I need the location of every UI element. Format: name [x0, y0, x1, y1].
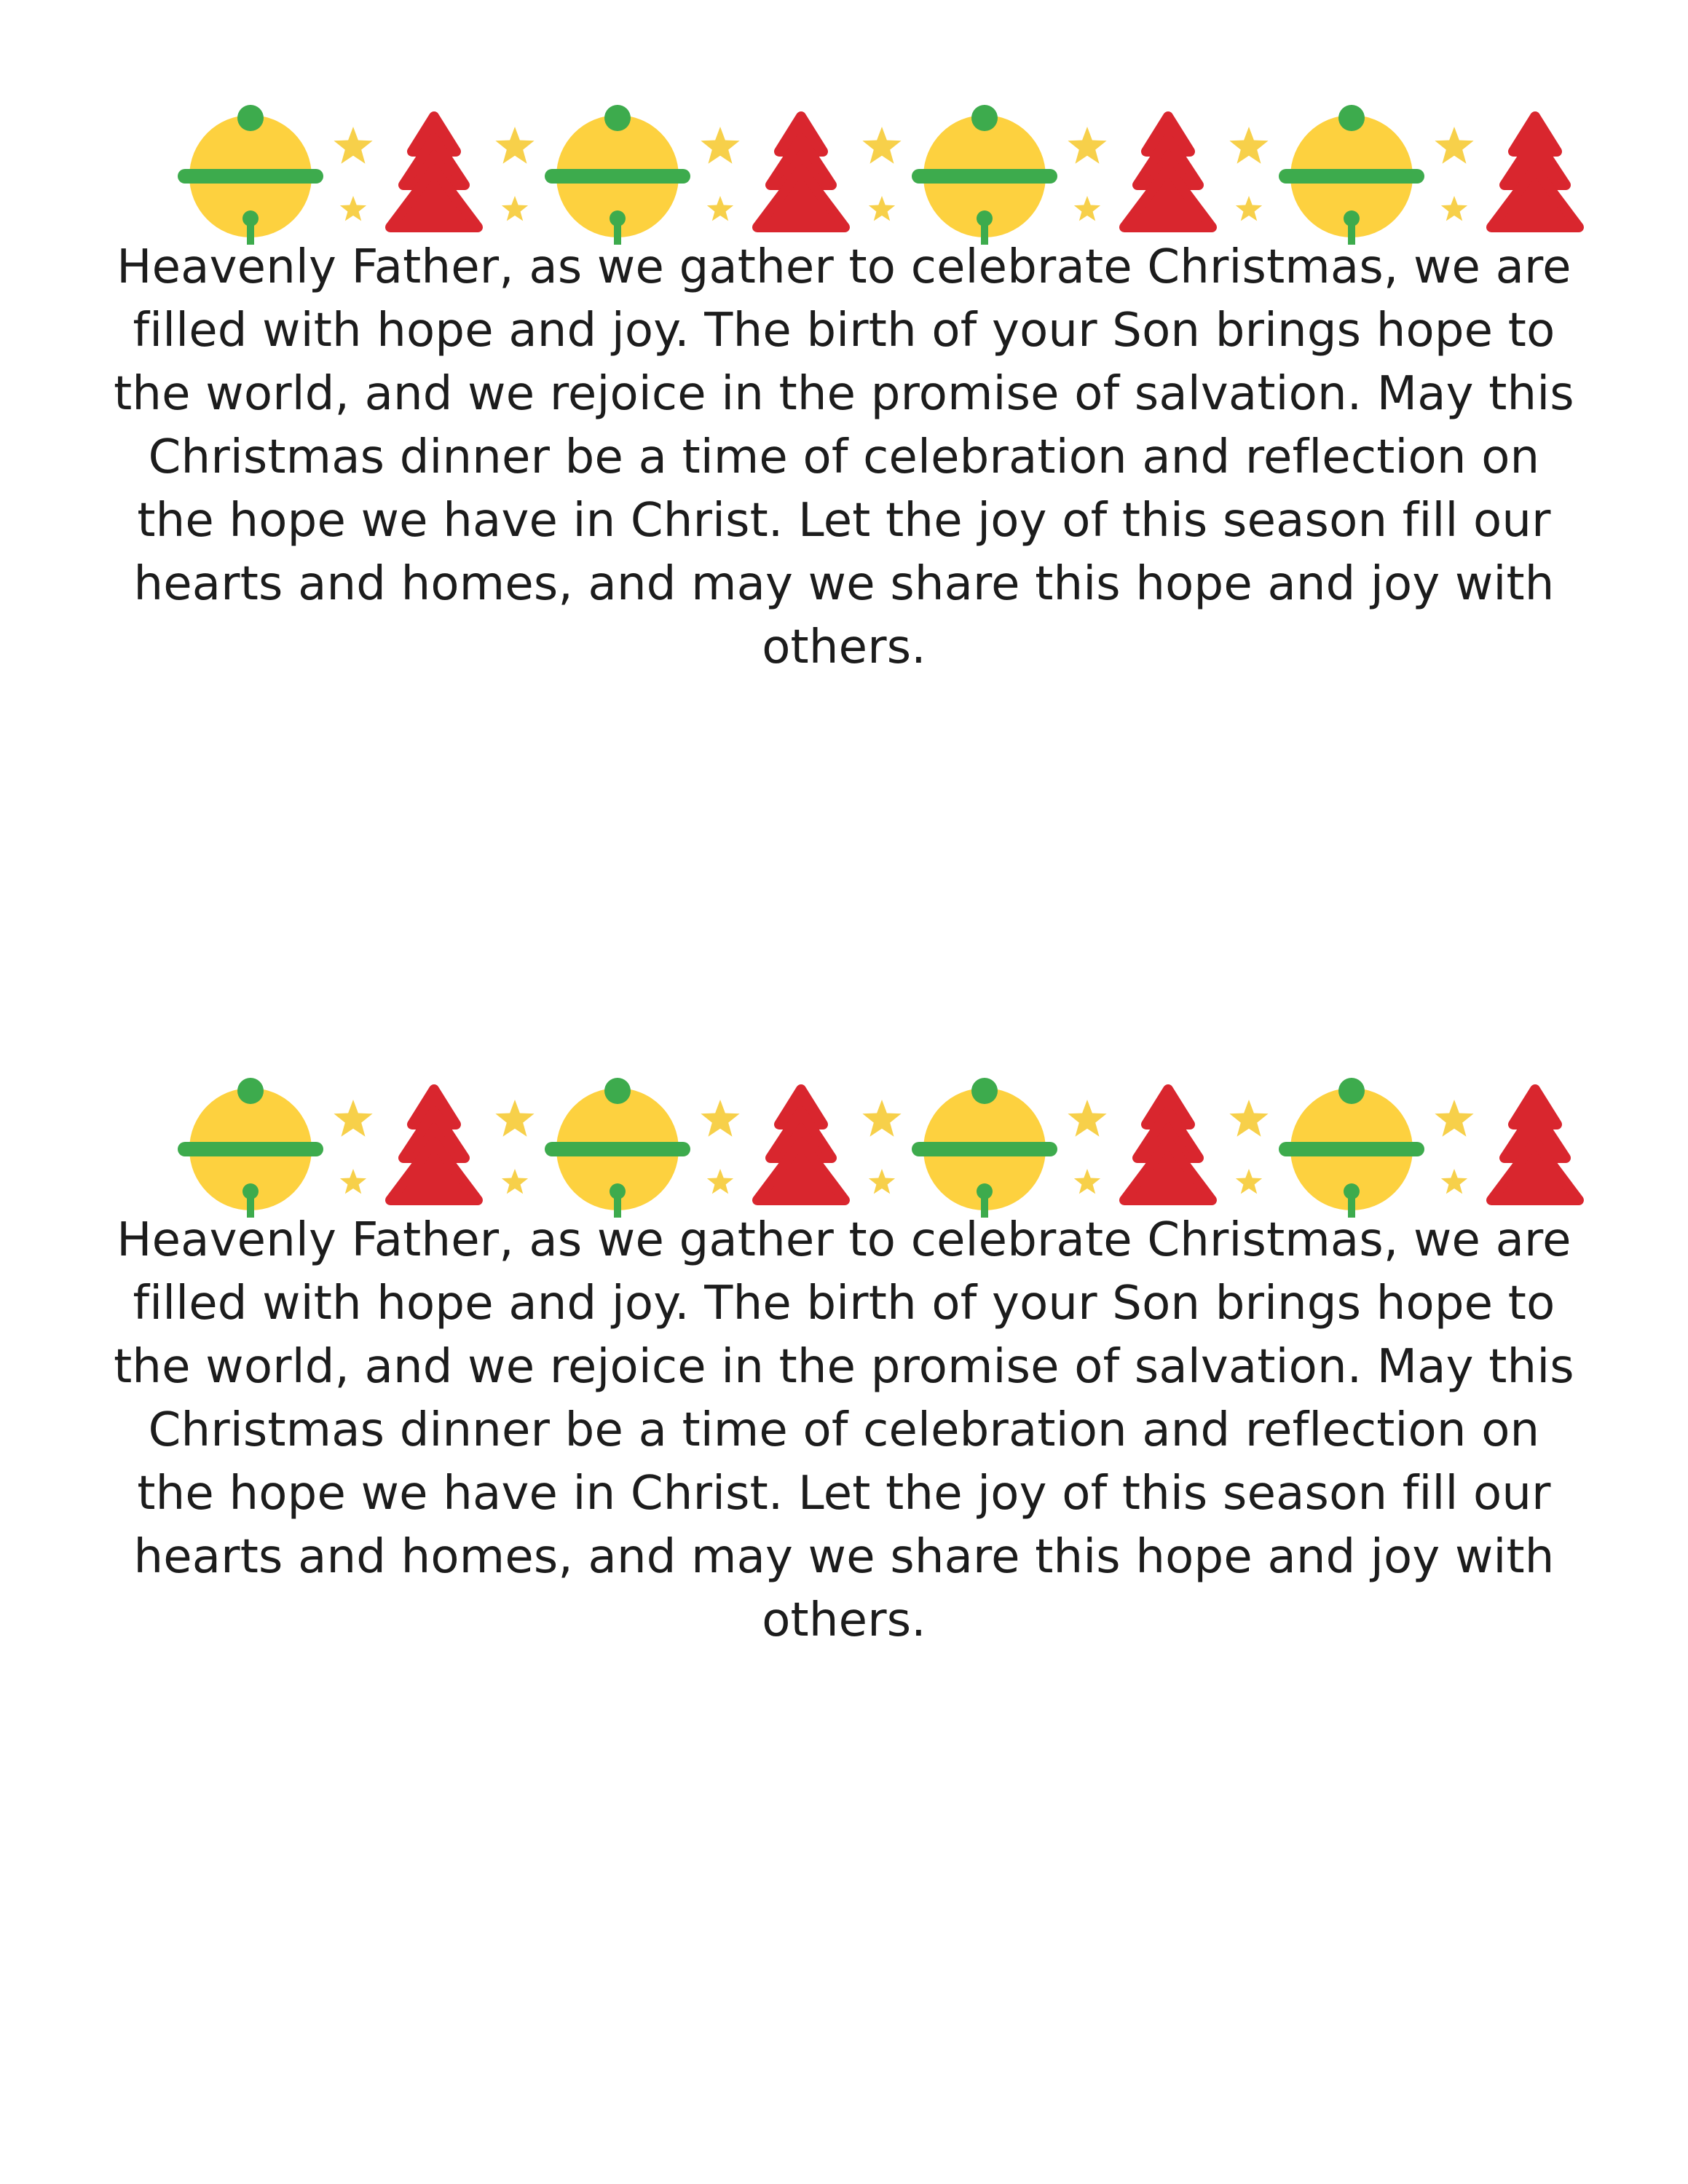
jingle-bell-icon — [545, 99, 690, 245]
star-cluster-icon — [1432, 99, 1477, 245]
star-cluster-icon — [1226, 99, 1271, 245]
star-cluster-icon — [331, 1072, 376, 1218]
christmas-tree-icon — [1484, 99, 1586, 245]
jingle-bell-icon — [545, 1072, 690, 1218]
star-cluster-icon — [1065, 1072, 1110, 1218]
jingle-bell-icon — [912, 1072, 1057, 1218]
christmas-border — [178, 1072, 1488, 1218]
jingle-bell-icon — [1279, 1072, 1424, 1218]
christmas-tree-icon — [750, 1072, 852, 1218]
star-cluster-icon — [492, 1072, 537, 1218]
christmas-tree-icon — [1117, 1072, 1219, 1218]
christmas-tree-icon — [750, 99, 852, 245]
jingle-bell-icon — [178, 1072, 323, 1218]
christmas-tree-icon — [1117, 99, 1219, 245]
star-cluster-icon — [1065, 99, 1110, 245]
jingle-bell-icon — [178, 99, 323, 245]
star-cluster-icon — [698, 99, 743, 245]
star-cluster-icon — [859, 1072, 904, 1218]
star-cluster-icon — [1226, 1072, 1271, 1218]
christmas-border — [178, 99, 1488, 245]
star-cluster-icon — [1432, 1072, 1477, 1218]
star-cluster-icon — [331, 99, 376, 245]
prayer-text: Heavenly Father, as we gather to celebrate Christmas, we are filled with hope and joy. The birth of your Son brings hope to the world, and we rejoice in the promise of salvation. May this Christmas dinner be a time of celebration and reflection on the hope we have in Christ. Let the joy of this season fill our hearts and homes, and may we share this hope and joy with others. — [114, 1213, 1574, 1647]
star-cluster-icon — [698, 1072, 743, 1218]
star-cluster-icon — [859, 99, 904, 245]
christmas-tree-icon — [383, 1072, 485, 1218]
jingle-bell-icon — [912, 99, 1057, 245]
jingle-bell-icon — [1279, 99, 1424, 245]
christmas-tree-icon — [1484, 1072, 1586, 1218]
star-cluster-icon — [492, 99, 537, 245]
prayer-text: Heavenly Father, as we gather to celebrate Christmas, we are filled with hope and joy. The birth of your Son brings hope to the world, and we rejoice in the promise of salvation. May this Christmas dinner be a time of celebration and reflection on the hope we have in Christ. Let the joy of this season fill our hearts and homes, and may we share this hope and joy with others. — [114, 240, 1574, 674]
christmas-tree-icon — [383, 99, 485, 245]
